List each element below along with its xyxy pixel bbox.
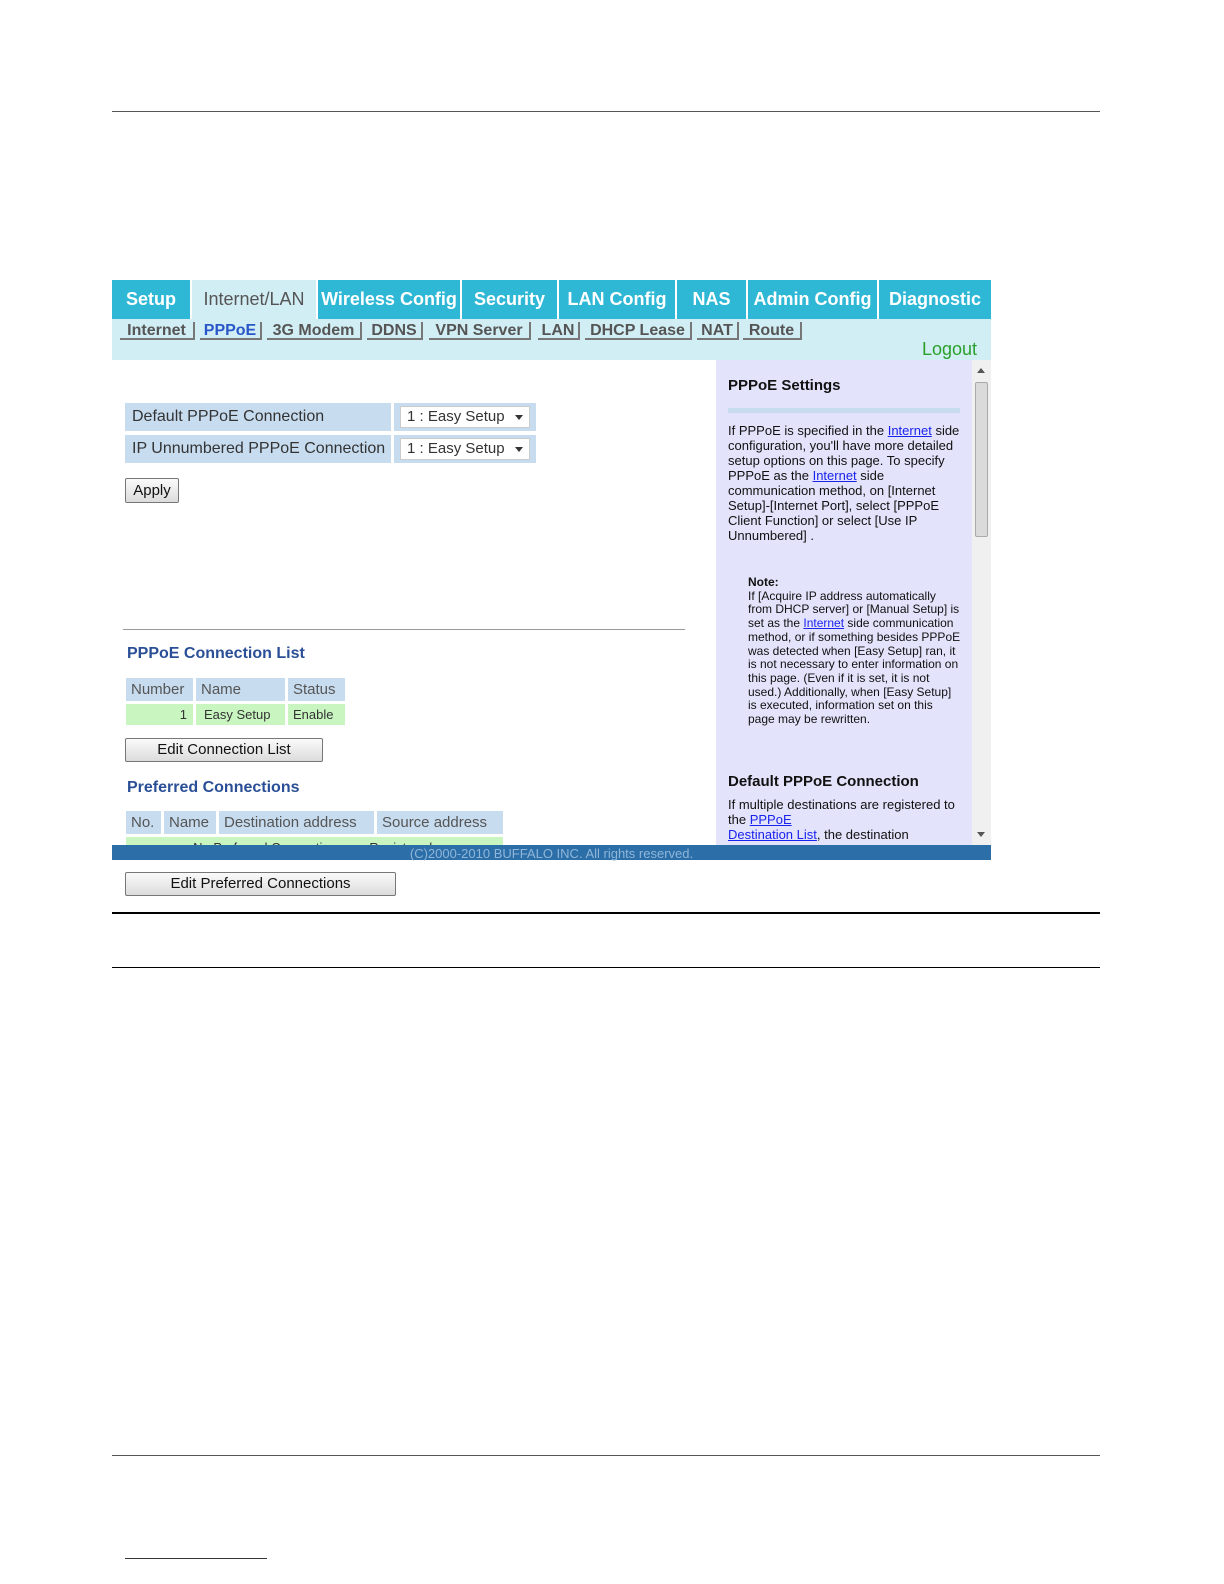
unnumbered-pppoe-label: IP Unnumbered PPPoE Connection: [125, 435, 391, 463]
subtab-vpn-server[interactable]: VPN Server: [429, 322, 531, 340]
subtab-route[interactable]: Route: [743, 322, 802, 340]
tab-diagnostic[interactable]: Diagnostic: [888, 289, 981, 309]
internet-link[interactable]: Internet: [887, 423, 932, 438]
help-paragraph-2: If multiple destinations are registered to the PPPoE Destination List, the destination: [728, 797, 955, 842]
subtab-internet[interactable]: Internet: [120, 322, 195, 340]
header-name: Name: [196, 678, 285, 701]
default-pppoe-value: 1 : Easy Setup: [407, 408, 505, 425]
scroll-thumb[interactable]: [975, 382, 988, 537]
scroll-down-icon[interactable]: [977, 832, 985, 837]
header-number: Number: [126, 678, 193, 701]
default-pppoe-select[interactable]: [400, 406, 530, 428]
help-title-2: Default PPPoE Connection: [728, 773, 919, 790]
section-divider: [123, 629, 685, 630]
header-pref-name: Name: [164, 811, 216, 834]
unnumbered-pppoe-cell: [394, 435, 536, 463]
unnumbered-pppoe-value: 1 : Easy Setup: [407, 440, 505, 457]
internet-link-2[interactable]: Internet: [812, 468, 857, 483]
default-pppoe-label: Default PPPoE Connection: [125, 403, 391, 431]
tab-setup[interactable]: Setup: [112, 280, 192, 319]
footer-bar: [112, 845, 991, 860]
tab-internet-lan[interactable]: Internet/LAN: [192, 280, 318, 319]
footnote-rule: [125, 1558, 267, 1559]
cell-name: Easy Setup: [196, 704, 285, 725]
connection-list-title: PPPoE Connection List: [127, 645, 305, 662]
subtab-dhcp-lease[interactable]: DHCP Lease: [585, 322, 692, 340]
help-panel: [716, 360, 972, 845]
preferred-connections-title: Preferred Connections: [127, 779, 300, 796]
tab-nas[interactable]: NAS: [677, 280, 748, 319]
cell-status: Enable: [288, 704, 345, 725]
chevron-down-icon: [515, 415, 523, 420]
default-pppoe-cell: [394, 403, 536, 431]
edit-preferred-connections-button[interactable]: Edit Preferred Connections: [125, 872, 396, 896]
help-paragraph-1: If PPPoE is specified in the Internet side configuration, you'll have more detailed setup options on this page. To specify PPPoE as the Internet side communication method, on [Internet Setup]-[Internet Port], select [PPPoE Client Function] or select [Use IP Unnumbered] .: [728, 423, 960, 543]
note-label: Note:: [748, 575, 779, 589]
router-settings-screenshot: [112, 280, 991, 892]
tab-security[interactable]: Security: [462, 280, 559, 319]
tab-admin-config[interactable]: Admin Config: [748, 280, 879, 319]
unnumbered-pppoe-select[interactable]: [400, 438, 530, 460]
top-navigation: [112, 280, 991, 319]
pppoe-link[interactable]: PPPoE: [749, 812, 792, 827]
header-status: Status: [288, 678, 345, 701]
apply-button[interactable]: Apply: [125, 478, 179, 503]
subtab-nat[interactable]: NAT: [697, 322, 739, 340]
rule-thin: [112, 967, 1100, 968]
subtab-pppoe[interactable]: PPPoE: [200, 322, 262, 340]
chevron-down-icon: [515, 447, 523, 452]
rule-thick: [112, 912, 1100, 914]
sub-navigation: [112, 319, 991, 360]
logout-link[interactable]: Logout: [921, 339, 977, 359]
subtab-ddns[interactable]: DDNS: [367, 322, 423, 340]
page-bottom-rule: [112, 1455, 1100, 1456]
subtab-lan[interactable]: LAN: [538, 322, 580, 340]
scroll-up-icon[interactable]: [977, 368, 985, 373]
copyright-text: (C)2000-2010 BUFFALO INC. All rights reserved.: [409, 846, 694, 861]
help-note: Note: If [Acquire IP address automatically from DHCP server] or [Manual Setup] is set as the Internet side communication method, or if something besides PPPoE was detected when [Easy Setup] ran, it is not necessary to enter information on this page. (Even if it is set, it is not used.) Additionally, when [Easy Setup] is executed, information set on this page may be rewritten.: [748, 575, 961, 727]
header-destination: Destination address: [219, 811, 374, 834]
help-title: PPPoE Settings: [728, 377, 841, 394]
tab-wireless-config[interactable]: Wireless Config: [318, 280, 462, 319]
cell-number: 1: [126, 704, 193, 725]
internet-link-3[interactable]: Internet: [803, 616, 845, 631]
header-no: No.: [126, 811, 161, 834]
header-source: Source address: [377, 811, 503, 834]
help-scrollbar[interactable]: [972, 360, 991, 845]
tab-lan-config[interactable]: LAN Config: [559, 280, 677, 319]
help-divider: [728, 408, 960, 413]
edit-connection-list-button[interactable]: Edit Connection List: [125, 738, 323, 762]
page-top-rule: [112, 111, 1100, 112]
destination-list-link[interactable]: Destination List: [728, 827, 817, 842]
subtab-3g-modem[interactable]: 3G Modem: [267, 322, 362, 340]
